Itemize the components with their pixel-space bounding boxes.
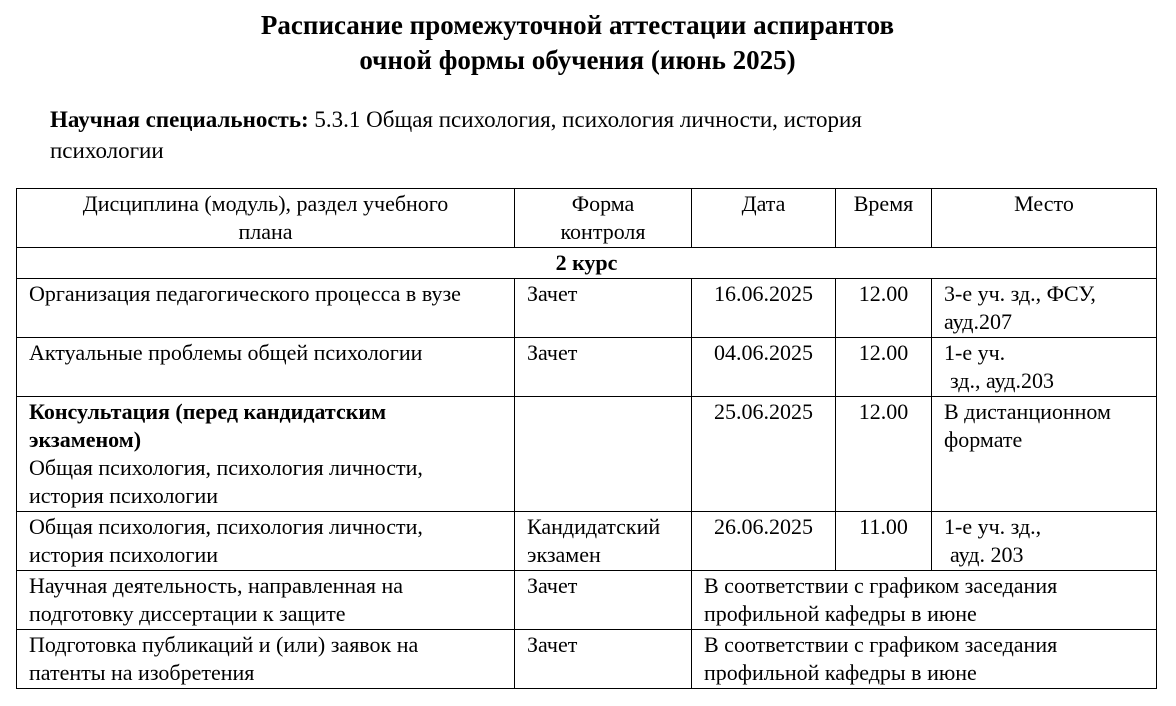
cell-discipline: Организация педагогического процесса в вузе [17, 279, 515, 338]
cell-form: Зачет [515, 338, 692, 397]
header-time: Время [836, 189, 932, 248]
cell-place: 1-е уч. зд., ауд. 203 [932, 512, 1157, 571]
cell-note: В соответствии с графиком заседания профильной кафедры в июне [692, 630, 1157, 689]
page-title [0, 8, 1155, 78]
cell-date: 16.06.2025 [692, 279, 836, 338]
cell-place: 3-е уч. зд., ФСУ, ауд.207 [932, 279, 1157, 338]
cell-date: 25.06.2025 [692, 397, 836, 512]
cell-discipline: Актуальные проблемы общей психологии [17, 338, 515, 397]
cell-form: Кандидатский экзамен [515, 512, 692, 571]
cell-discipline: Научная деятельность, направленная на подготовку диссертации к защите [17, 571, 515, 630]
cell-place: В дистанционном формате [932, 397, 1157, 512]
cell-form: Зачет [515, 630, 692, 689]
cell-form [515, 397, 692, 512]
header-date: Дата [692, 189, 836, 248]
table-row [17, 397, 1157, 512]
specialty-value: 5.3.1 Общая психология, психология личности, история [314, 107, 862, 132]
specialty-block [50, 104, 1050, 166]
cell-time: 12.00 [836, 397, 932, 512]
table-row [17, 630, 1157, 689]
cell-time: 12.00 [836, 279, 932, 338]
header-place: Место [932, 189, 1157, 248]
schedule-table [16, 188, 1157, 689]
course-row [17, 248, 1157, 279]
cell-discipline: Общая психология, психология личности, история психологии [17, 512, 515, 571]
cell-form: Зачет [515, 571, 692, 630]
cell-discipline: Подготовка публикаций и (или) заявок на патенты на изобретения [17, 630, 515, 689]
cell-date: 04.06.2025 [692, 338, 836, 397]
cell-form: Зачет [515, 279, 692, 338]
cell-discipline: Консультация (перед кандидатским экзаменом) Общая психология, психология личности, история психологии [17, 397, 515, 512]
specialty-label: Научная специальность: [50, 107, 309, 132]
cell-place: 1-е уч. зд., ауд.203 [932, 338, 1157, 397]
course-label: 2 курс [17, 248, 1157, 279]
table-row [17, 338, 1157, 397]
table-header-row [17, 189, 1157, 248]
cell-date: 26.06.2025 [692, 512, 836, 571]
cell-time: 11.00 [836, 512, 932, 571]
table-row [17, 512, 1157, 571]
header-form: Форма контроля [515, 189, 692, 248]
title-line-1: Расписание промежуточной аттестации аспирантов [260, 10, 895, 40]
header-discipline: Дисциплина (модуль), раздел учебного плана [17, 189, 515, 248]
table-row [17, 279, 1157, 338]
table-row [17, 571, 1157, 630]
specialty-value-cont: психологии [50, 138, 164, 163]
cell-note: В соответствии с графиком заседания профильной кафедры в июне [692, 571, 1157, 630]
cell-time: 12.00 [836, 338, 932, 397]
title-line-2: очной формы обучения (июнь 2025) [359, 45, 796, 75]
